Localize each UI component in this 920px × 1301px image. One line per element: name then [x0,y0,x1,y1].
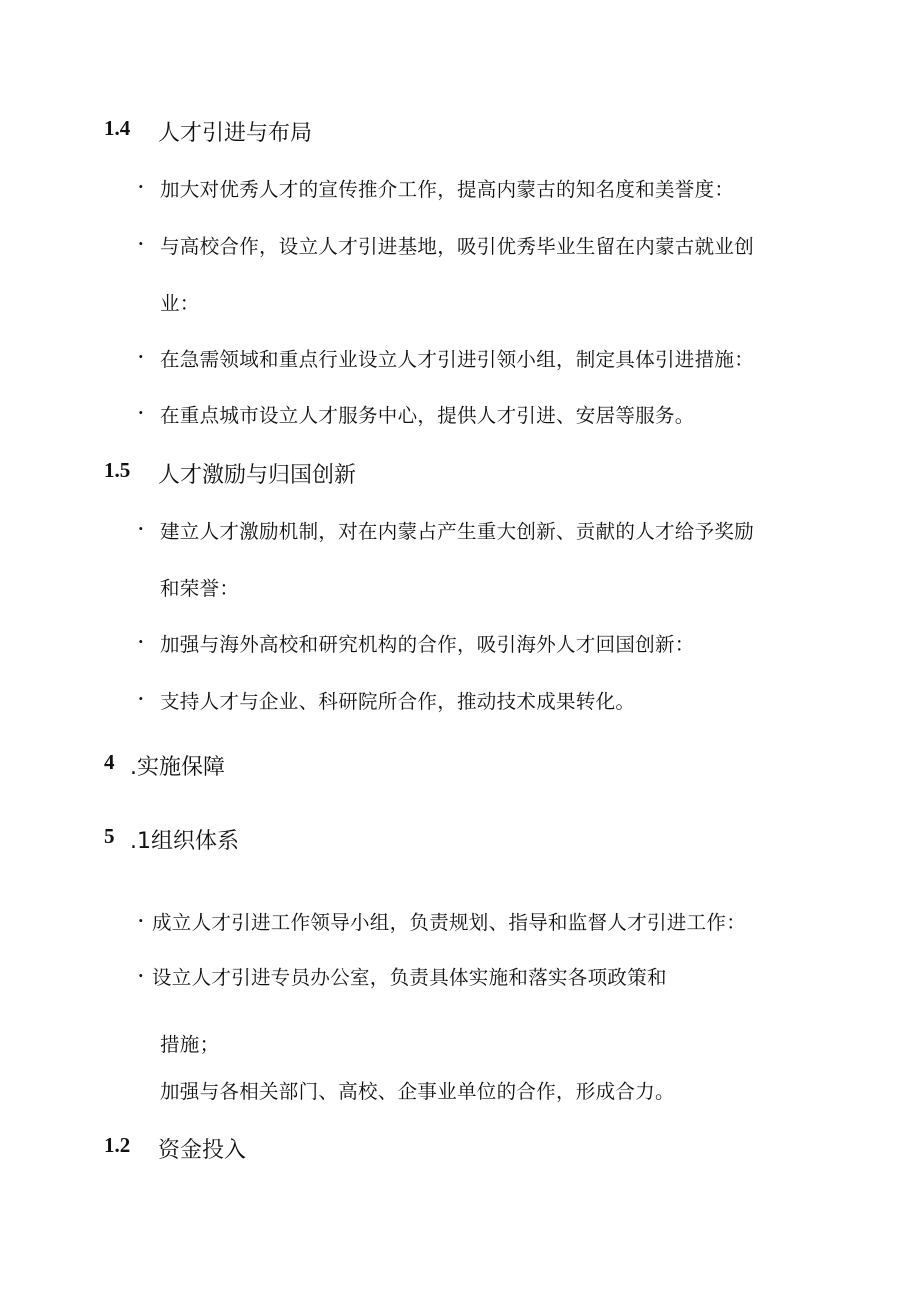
section-heading-1-2 [104,1133,247,1163]
section-title: 人才激励与归国创新 [158,463,357,488]
bullet-text-continuation: 和荣誉： [160,577,240,600]
section-number: 1.5 [104,458,131,482]
section-number: 4 [104,750,115,774]
bullet-dot: · [138,689,144,708]
bullet-dot: · [138,966,144,985]
bullet-dot: · [138,632,144,651]
section-title: .1组织体系 [130,829,239,854]
bullet-text: 设立人才引进专员办公室，负责具体实施和落实各项政策和 [152,966,667,989]
bullet-text: 建立人才激励机制，对在内蒙占产生重大创新、贡献的人才给予奖励 [160,520,755,543]
bullet-dot: · [138,234,144,253]
bullet-dot: · [138,403,144,422]
section-title: 人才引进与布局 [158,121,313,146]
bullet-text: 支持人才与企业、科研院所合作，推动技术成果转化。 [160,690,636,713]
bullet-text: 在重点城市设立人才服务中心，提供人才引进、安居等服务。 [160,404,695,427]
bullet-text: 成立人才引进工作领导小组，负责规划、指导和监督人才引进工作： [152,911,747,934]
bullet-text: 与高校合作，设立人才引进基地，吸引优秀毕业生留在内蒙古就业创 [160,235,755,258]
bullet-dot: · [138,347,144,366]
bullet-dot: · [138,519,144,538]
section-heading-4 [104,750,225,780]
section-number: 1.2 [104,1133,131,1157]
bullet-dot: · [138,177,144,196]
section-heading-1-4 [104,116,313,146]
bullet-text: 在急需领域和重点行业设立人才引进引领小组，制定具体引进措施： [160,348,755,371]
bullet-text-continuation: 措施； [160,1033,220,1056]
section-heading-5 [104,824,239,854]
bullet-dot: · [138,911,144,930]
paragraph-text: 加强与各相关部门、高校、企事业单位的合作，形成合力。 [160,1080,675,1103]
section-number: 5 [104,824,115,848]
bullet-text: 加大对优秀人才的宣传推介工作，提高内蒙古的知名度和美誉度： [160,178,735,201]
bullet-text: 加强与海外高校和研究机构的合作，吸引海外人才回国创新： [160,633,695,656]
section-title: 资金投入 [158,1138,247,1163]
bullet-text-continuation: 业： [160,292,200,315]
section-number: 1.4 [104,116,131,140]
section-title: .实施保障 [130,755,225,780]
section-heading-1-5 [104,458,357,488]
